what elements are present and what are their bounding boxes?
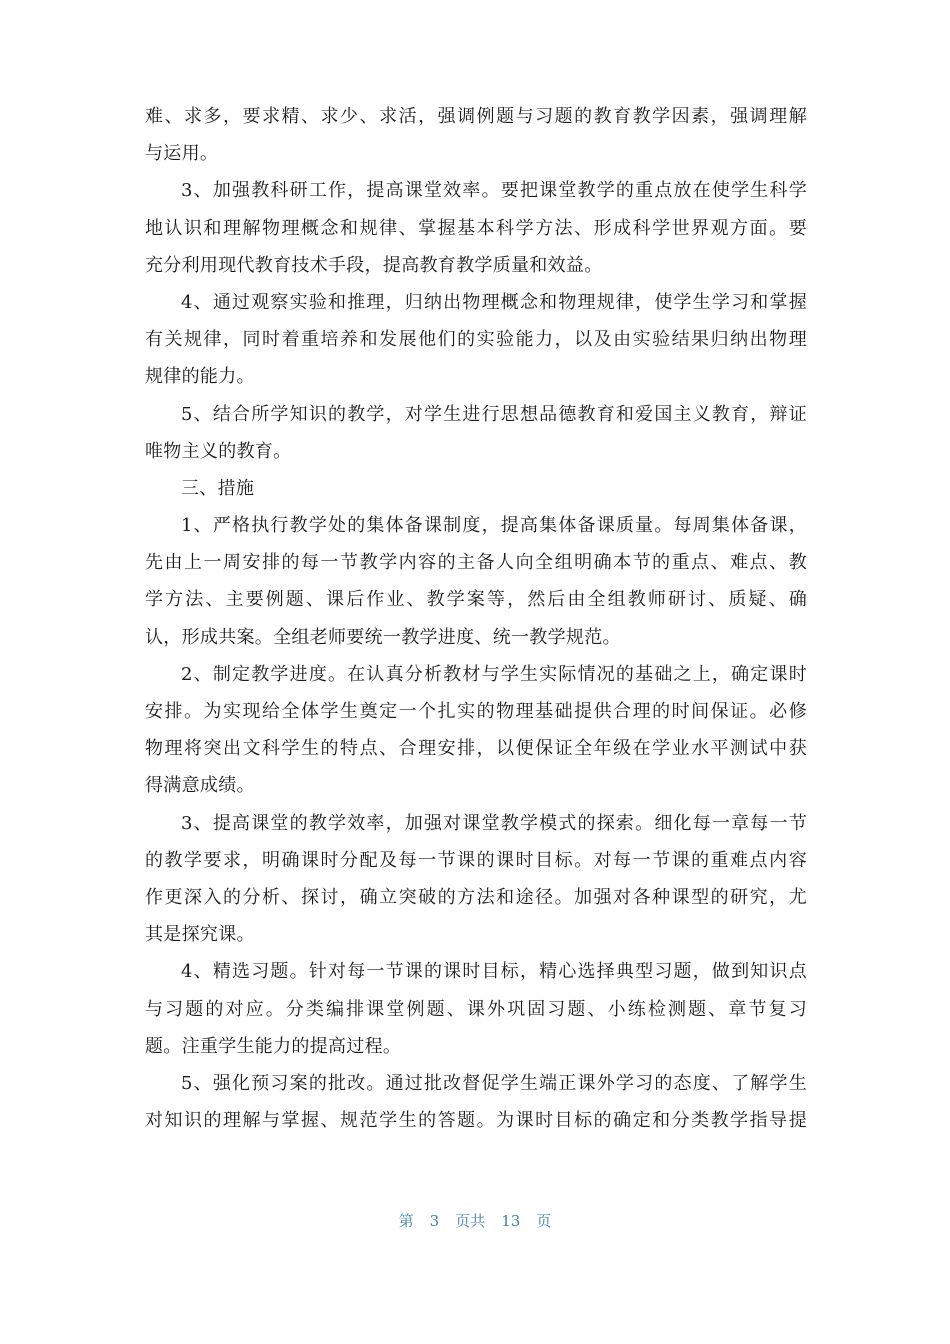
page-footer [0, 1210, 950, 1231]
text-line: 学方法、主要例题、课后作业、教学案等，然后由全组教师研讨、质疑、确 [145, 589, 807, 611]
text-line: 充分利用现代教育技术手段，提高教育教学质量和效益。 [145, 254, 603, 276]
text-line: 与运用。 [145, 143, 219, 165]
text-line: 题。注重学生能力的提高过程。 [145, 1035, 402, 1057]
text-line: 1、严格执行教学处的集体备课制度，提高集体备课质量。每周集体备课， [181, 515, 807, 537]
page-label-post: 页 [536, 1212, 552, 1230]
text-line: 物理将突出文科学生的特点、合理安排，以便保证全年级在学业水平测试中获 [145, 738, 807, 760]
text-line: 其是探究课。 [145, 924, 255, 946]
text-line: 得满意成绩。 [145, 775, 255, 797]
page-label-mid: 页共 [455, 1212, 486, 1230]
text-line: 安排。为实现给全体学生奠定一个扎实的物理基础提供合理的时间保证。必修 [145, 701, 807, 722]
text-line: 地认识和理解物理概念和规律、掌握基本科学方法、形成科学世界观方面。要 [145, 217, 807, 239]
text-line: 5、结合所学知识的教学，对学生进行思想品德教育和爱国主义教育，辩证 [181, 403, 807, 425]
text-line: 的教学要求，明确课时分配及每一节课的课时目标。对每一节课的重难点内容 [145, 849, 807, 871]
text-line: 与习题的对应。分类编排课堂例题、课外巩固习题、小练检测题、章节复习 [145, 998, 807, 1020]
text-line: 2、制定教学进度。在认真分析教材与学生实际情况的基础之上，确定课时 [181, 663, 807, 685]
page-label-pre: 第 [398, 1212, 414, 1230]
document-body [145, 98, 807, 1139]
text-line: 3、提高课堂的教学效率，加强对课堂教学模式的探索。细化每一章每一节 [181, 812, 807, 834]
total-pages-number: 13 [501, 1212, 521, 1230]
current-page-number: 3 [429, 1212, 440, 1230]
text-line: 4、通过观察实验和推理，归纳出物理概念和物理规律，使学生学习和掌握 [181, 291, 807, 313]
text-line: 3、加强教科研工作，提高课堂效率。要把课堂教学的重点放在使学生科学 [181, 180, 807, 202]
text-line: 难、求多，要求精、求少、求活，强调例题与习题的教育教学因素，强调理解 [145, 106, 807, 127]
text-line: 5、强化预习案的批改。通过批改督促学生端正课外学习的态度、了解学生 [181, 1072, 807, 1094]
text-line: 唯物主义的教育。 [145, 440, 292, 462]
text-line: 规律的能力。 [145, 366, 255, 388]
text-line: 先由上一周安排的每一节教学内容的主备人向全组明确本节的重点、难点、教 [145, 552, 807, 574]
text-line: 作更深入的分析、探讨，确立突破的方法和途径。加强对各种课型的研究，尤 [145, 886, 807, 908]
text-line: 认，形成共案。全组老师要统一教学进度、统一教学规范。 [145, 626, 621, 648]
text-line: 4、精选习题。针对每一节课的课时目标，精心选择典型习题，做到知识点 [181, 961, 807, 983]
text-line: 三、措施 [181, 477, 255, 499]
text-line: 对知识的理解与掌握、规范学生的答题。为课时目标的确定和分类教学指导提 [145, 1110, 807, 1132]
text-line: 有关规律，同时着重培养和发展他们的实验能力，以及由实验结果归纳出物理 [145, 329, 807, 351]
